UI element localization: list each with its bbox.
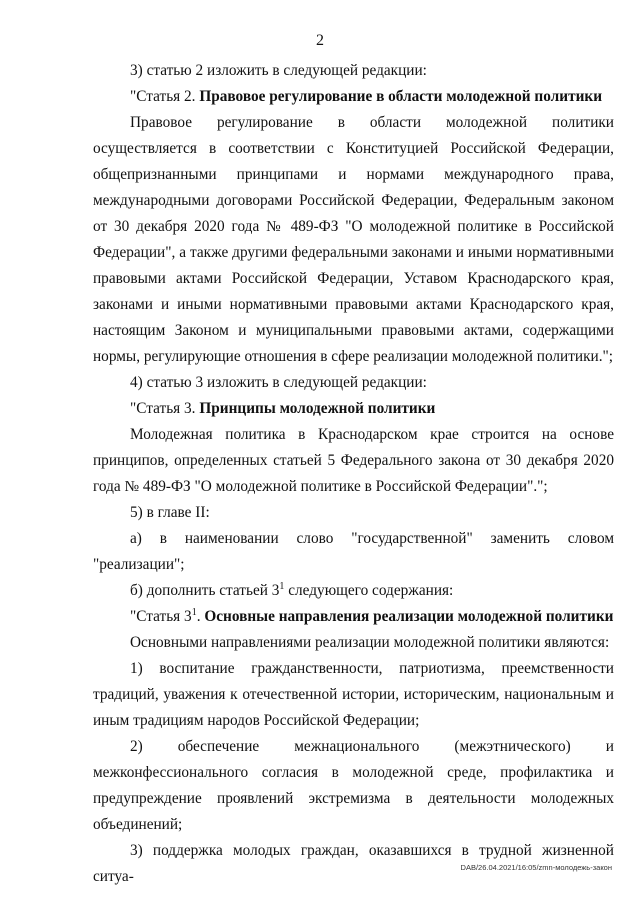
article-3-prefix: "Статья 3. (130, 400, 200, 417)
direction-item-3: 3) поддержка молодых граждан, оказавшихся в трудной жизненной ситуа- (93, 842, 614, 885)
article-3-1-heading (93, 604, 614, 630)
list-item-5b-text-end: следующего содержания: (284, 582, 454, 599)
list-item-5b (93, 578, 614, 604)
list-item-3: 3) статью 2 изложить в следующей редакции: (130, 62, 427, 79)
list-item-5: 5) в главе II: (130, 504, 210, 521)
article-3-title: Принципы молодежной политики (199, 400, 436, 417)
document-body (93, 58, 614, 890)
page-number: 2 (316, 32, 324, 49)
document-footer-code: DAB/26.04.2021/16:05/zmn-молодежь-закон (460, 863, 612, 872)
direction-item-2: 2) обеспечение межнационального (межэтнического) и межконфессионального согласия в молодежной среде, профилактика и предупреждение проявлений экстремизма в деятельности молодежных объединений; (93, 738, 614, 833)
direction-item-1: 1) воспитание гражданственности, патриотизма, преемственности традиций, уважения к отечественной истории, историческим, национальным и иным традициям народов Российской Федерации; (93, 660, 614, 729)
article-3-1-separator: . (196, 608, 205, 625)
list-item-5b-text: б) дополнить статьей 3 (130, 582, 280, 599)
article-3-1-title: Основные направления реализации молодежной политики (204, 608, 614, 625)
article-3-1-intro: Основными направлениями реализации молодежной политики являются: (130, 634, 610, 651)
article-2-prefix: "Статья 2. (130, 88, 200, 105)
superscript: 1 (279, 580, 285, 592)
article-2-heading (93, 84, 614, 110)
list-item-5a: а) в наименовании слово "государственной" заменить словом "реализации"; (93, 530, 614, 573)
article-3-heading (93, 396, 614, 422)
list-item-4: 4) статью 3 изложить в следующей редакции: (130, 374, 427, 391)
article-3-1-prefix: "Статья 3 (130, 608, 192, 625)
article-3-body: Молодежная политика в Краснодарском крае строится на основе принципов, определенных статьей 5 Федерального закона от 30 декабря 2020 года № 489-ФЗ "О молодежной политике в Российской Федерации"."; (93, 426, 614, 495)
article-2-title: Правовое регулирование в области молодежной политики (199, 88, 603, 105)
article-2-body: Правовое регулирование в области молодежной политики осуществляется в соответствии с Конституцией Российской Федерации, общепризнанными принципами и нормами международного права, международными договорами Российской Федерации, Федеральным законом от 30 декабря 2020 года № 489-ФЗ "О молодежной политике в Российской Федерации", а также другими федеральными законами и иными нормативными правовыми актами Российской Федерации, Уставом Краснодарского края, законами и иными нормативными правовыми актами Краснодарского края, настоящим Законом и муниципальными правовыми актами, содержащими нормы, регулирующие отношения в сфере реализации молодежной политики."; (93, 114, 614, 365)
superscript: 1 (191, 606, 197, 618)
